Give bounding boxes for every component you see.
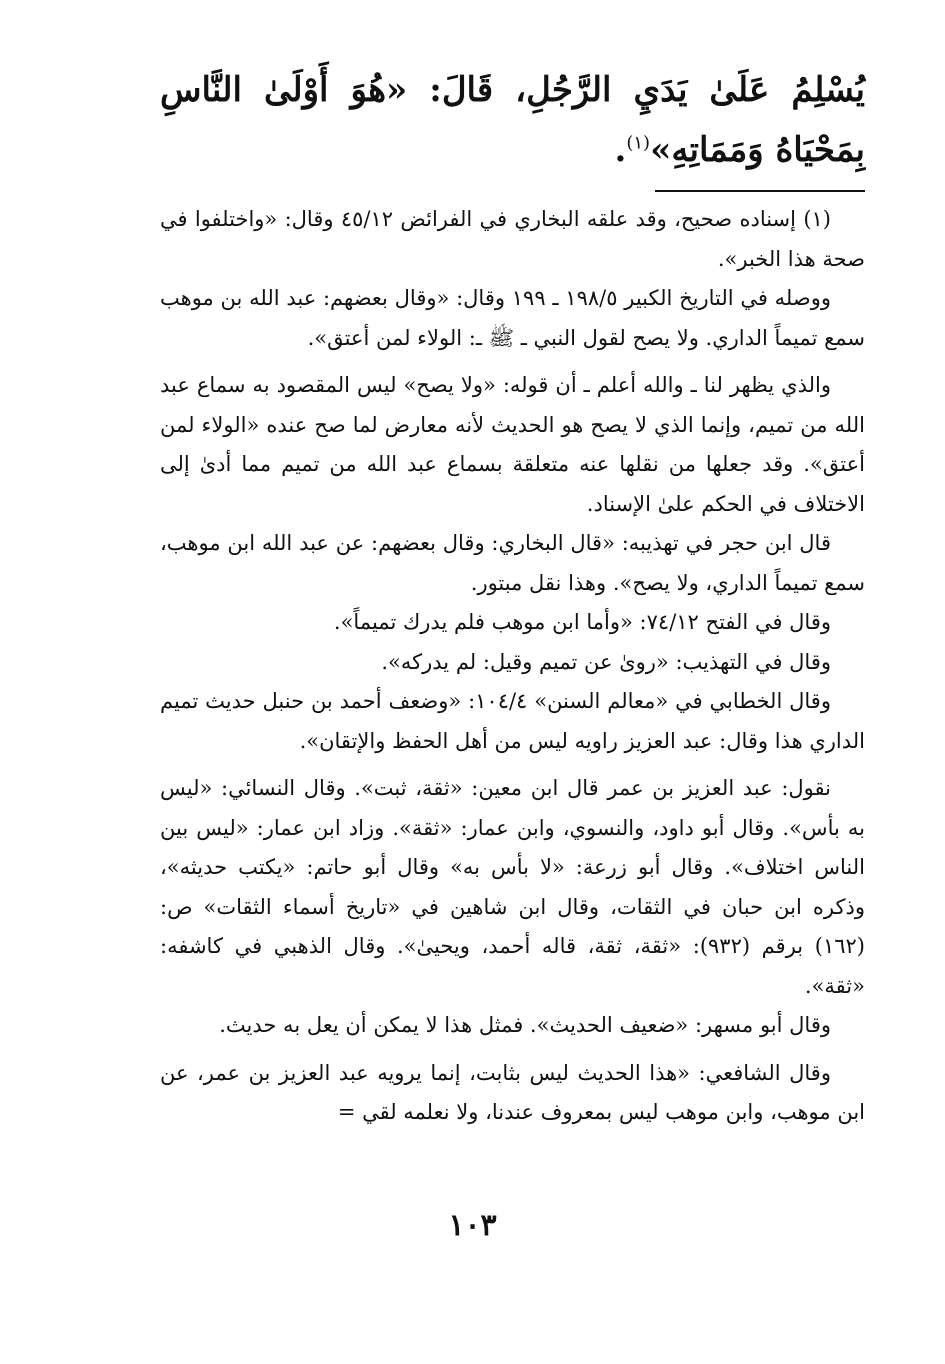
footnote-separator [655, 190, 865, 192]
main-text [160, 60, 865, 180]
footnote-paragraph: وقال الخطابي في «معالم السنن» ١٠٤/٤: «وضعف أحمد بن حنبل حديث تميم الداري هذا وقال: عبد العزيز راويه ليس من أهل الحفظ والإتقان». [160, 689, 865, 753]
footnote-paragraph: وقال أبو مسهر: «ضعيف الحديث». فمثل هذا لا يمكن أن يعل به حديث. [219, 1013, 831, 1037]
main-text-end: . [614, 130, 627, 170]
footnote-paragraph: وقال في الفتح ٧٤/١٢: «وأما ابن موهب فلم يدرك تميماً». [333, 610, 831, 634]
footnote-paragraph: وقال في التهذيب: «روىٰ عن تميم وقيل: لم يدركه». [381, 649, 831, 674]
page-number: ١٠٣ [448, 1208, 497, 1243]
footnotes [160, 200, 865, 1133]
footnote-paragraph: نقول: عبد العزيز بن عمر قال ابن معين: «ثقة، ثبت». وقال النسائي: «ليس به بأس». وقال أبو داود، والنسوي، وابن عمار: «ثقة». وزاد ابن عمار: «ليس بين الناس اختلاف». وقال أبو زرعة: «لا بأس به» وقال أبو حاتم: «يكتب حديثه»، وذكره ابن حبان في الثقات، وقال ابن شاهين في «تاريخ أسماء الثقات» ص: (١٦٢) برقم (٩٣٢): «ثقة، ثقة، قاله أحمد، ويحيىٰ». وقال الذهبي في كاشفه: «ثقة». [160, 776, 865, 998]
footnote-paragraph: قال ابن حجر في تهذيبه: «قال البخاري: وقال بعضهم: عن عبد الله ابن موهب، سمع تميماً الداري، ولا يصح». وهذا نقل مبتور. [160, 531, 865, 595]
page-body [160, 60, 865, 1133]
footnote-paragraph: والذي يظهر لنا ـ والله أعلم ـ أن قوله: «ولا يصح» ليس المقصود به سماع عبد الله من تميم، وإنما الذي لا يصح هو الحديث لأنه معارض لما صح عنده «الولاء لمن أعتق». وقد جعلها من نقلها عنه متعلقة بسماع عبد الله من تميم مما أدىٰ إلى الاختلاف في الحكم علىٰ الإسناد. [160, 373, 865, 516]
footnote-marker: (١) [626, 132, 651, 154]
main-text-content: يُسْلِمُ عَلَىٰ يَدَيِ الرَّجُلِ، قَالَ: «هُوَ أَوْلَىٰ النَّاسِ بِمَحْيَاهُ وَمَمَاتِهِ» [160, 70, 865, 170]
footnote-paragraph: (١) إسناده صحيح، وقد علقه البخاري في الفرائض ٤٥/١٢ وقال: «واختلفوا في صحة هذا الخبر». [160, 207, 865, 271]
footnote-paragraph: ووصله في التاريخ الكبير ١٩٨/٥ ـ ١٩٩ وقال: «وقال بعضهم: عبد الله بن موهب سمع تميماً الداري. ولا يصح لقول النبي ـ ﷺ ـ: الولاء لمن أعتق». [160, 286, 865, 350]
footnote-paragraph: وقال الشافعي: «هذا الحديث ليس بثابت، إنما يرويه عبد العزيز بن عمر، عن ابن موهب، وابن موهب ليس بمعروف عندنا، ولا نعلمه لقي = [160, 1060, 865, 1124]
